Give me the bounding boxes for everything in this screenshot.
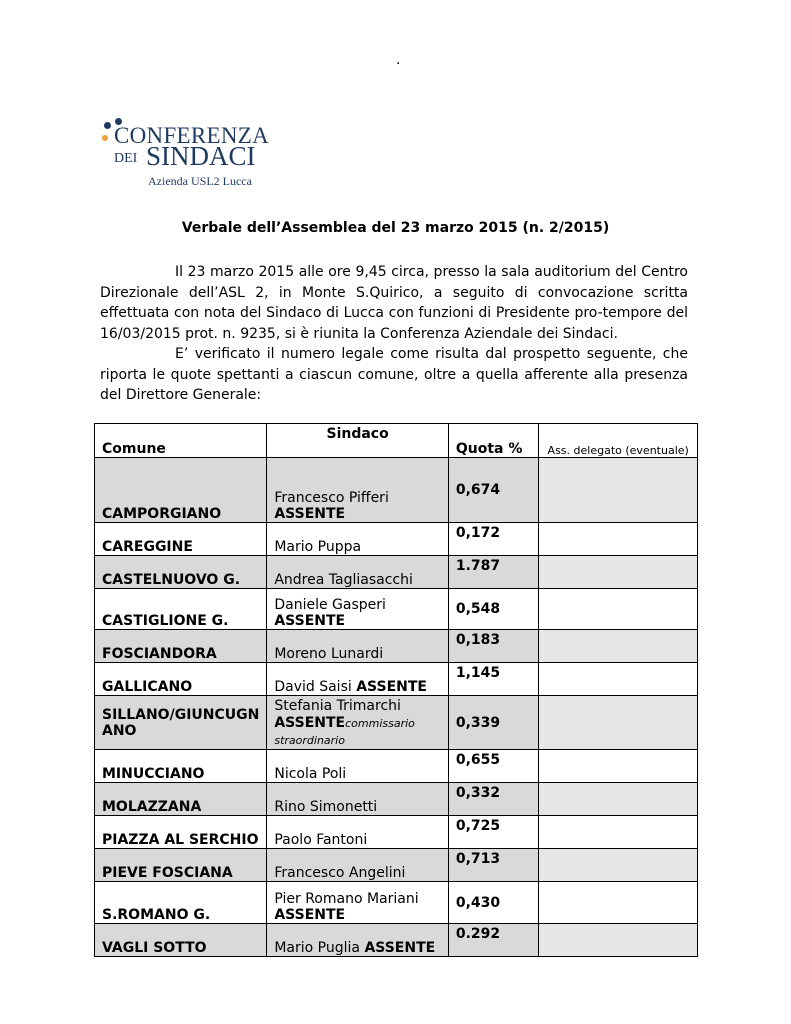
cell-quota: 1,145 xyxy=(448,663,539,696)
cell-sindaco: Francesco Pifferi xyxy=(274,490,389,506)
document-title: Verbale dell’Assemblea del 23 marzo 2015 (n. 2/2015) xyxy=(181,220,610,236)
cell-comune: CASTIGLIONE G. xyxy=(95,589,267,630)
table-row xyxy=(95,750,698,783)
cell-sindaco: Mario Puglia xyxy=(274,940,360,956)
table-row xyxy=(95,882,698,924)
cell-comune: MOLAZZANA xyxy=(95,783,267,816)
cell-comune: PIAZZA AL SERCHIO xyxy=(95,816,267,849)
cell-note: commissario straordinario xyxy=(274,717,415,747)
page-mark: . xyxy=(396,52,401,68)
table-row xyxy=(95,523,698,556)
cell-ass xyxy=(539,696,698,750)
logo-line-3: Azienda USL2 Lucca xyxy=(148,174,252,188)
cell-sindaco: Andrea Tagliasacchi xyxy=(267,556,449,589)
cell-comune: CASTELNUOVO G. xyxy=(95,556,267,589)
cell-status: ASSENTE xyxy=(274,907,346,923)
attendance-table xyxy=(94,423,698,957)
header-ass-delegato: Ass. delegato (eventuale) xyxy=(539,424,698,458)
cell-sindaco: Paolo Fantoni xyxy=(267,816,449,849)
cell-sindaco: Daniele Gasperi xyxy=(274,597,386,613)
cell-ass xyxy=(539,924,698,957)
cell-ass xyxy=(539,556,698,589)
cell-comune: GALLICANO xyxy=(95,663,267,696)
cell-comune: MINUCCIANO xyxy=(95,750,267,783)
cell-comune: FOSCIANDORA xyxy=(95,630,267,663)
logo-line-1: CONFERENZA xyxy=(114,123,270,148)
logo-dot-accent-icon xyxy=(102,135,108,141)
cell-quota: 0,655 xyxy=(448,750,539,783)
cell-comune: PIEVE FOSCIANA xyxy=(95,849,267,882)
cell-ass xyxy=(539,816,698,849)
cell-sindaco: Nicola Poli xyxy=(267,750,449,783)
cell-quota: 0,183 xyxy=(448,630,539,663)
table-row xyxy=(95,589,698,630)
cell-ass xyxy=(539,630,698,663)
table-row xyxy=(95,924,698,957)
header-quota: Quota % xyxy=(448,424,539,458)
cell-sindaco: Francesco Angelini xyxy=(267,849,449,882)
logo-line-2b: SINDACI xyxy=(146,141,256,171)
header-sindaco: Sindaco xyxy=(267,424,449,458)
cell-sindaco: David Saisi xyxy=(274,679,352,695)
table-row xyxy=(95,849,698,882)
cell-sindaco: Pier Romano Mariani xyxy=(274,891,419,907)
cell-comune: CAREGGINE xyxy=(95,523,267,556)
cell-quota: 0,713 xyxy=(448,849,539,882)
cell-status: ASSENTE xyxy=(364,940,436,956)
cell-ass xyxy=(539,849,698,882)
table-row xyxy=(95,630,698,663)
cell-comune: CAMPORGIANO xyxy=(95,458,267,523)
table-header-row xyxy=(95,424,698,458)
cell-status: ASSENTE xyxy=(274,506,346,522)
cell-status: ASSENTE xyxy=(274,715,346,731)
cell-status: ASSENTE xyxy=(274,613,346,629)
cell-ass xyxy=(539,750,698,783)
cell-ass xyxy=(539,589,698,630)
cell-ass xyxy=(539,523,698,556)
cell-quota: 0,332 xyxy=(448,783,539,816)
header-comune: Comune xyxy=(95,424,267,458)
cell-quota: 0,430 xyxy=(448,882,539,924)
cell-ass xyxy=(539,783,698,816)
logo-line-2a: DEI xyxy=(114,151,138,166)
conferenza-sindaci-logo xyxy=(102,118,272,190)
cell-quota: 1.787 xyxy=(448,556,539,589)
cell-sindaco: Rino Simonetti xyxy=(267,783,449,816)
cell-comune: S.ROMANO G. xyxy=(95,882,267,924)
table-row xyxy=(95,663,698,696)
cell-quota: 0,172 xyxy=(448,523,539,556)
cell-sindaco: Mario Puppa xyxy=(267,523,449,556)
paragraph-quorum: E’ verificato il numero legale come risulta dal prospetto seguente, che riporta le quote spettanti a ciascun comune, oltre a quella afferente alla presenza del Direttore Generale: xyxy=(100,346,688,403)
table-row xyxy=(95,696,698,750)
cell-ass xyxy=(539,663,698,696)
cell-quota: 0.292 xyxy=(448,924,539,957)
cell-ass xyxy=(539,458,698,523)
cell-quota: 0,339 xyxy=(448,696,539,750)
cell-comune: VAGLI SOTTO xyxy=(95,924,267,957)
paragraph-intro: Il 23 marzo 2015 alle ore 9,45 circa, presso la sala auditorium del Centro Direzionale dell’ASL 2, in Monte S.Quirico, a seguito di convocazione scritta effettuata con nota del Sindaco di Lucca con funzioni di Presidente pro-tempore del 16/03/2015 prot. n. 9235, si è riunita la Conferenza Aziendale dei Sindaci. xyxy=(100,264,688,342)
logo-dot-icon xyxy=(104,122,111,129)
cell-quota: 0,725 xyxy=(448,816,539,849)
cell-ass xyxy=(539,882,698,924)
table-row xyxy=(95,556,698,589)
cell-quota: 0,674 xyxy=(448,458,539,523)
cell-status: ASSENTE xyxy=(356,679,427,695)
table-row xyxy=(95,816,698,849)
cell-comune: SILLANO/GIUNCUGN ANO xyxy=(95,696,267,750)
cell-sindaco: Stefania Trimarchi xyxy=(274,698,401,714)
cell-sindaco: Moreno Lunardi xyxy=(267,630,449,663)
cell-quota: 0,548 xyxy=(448,589,539,630)
table-row xyxy=(95,458,698,523)
table-row xyxy=(95,783,698,816)
